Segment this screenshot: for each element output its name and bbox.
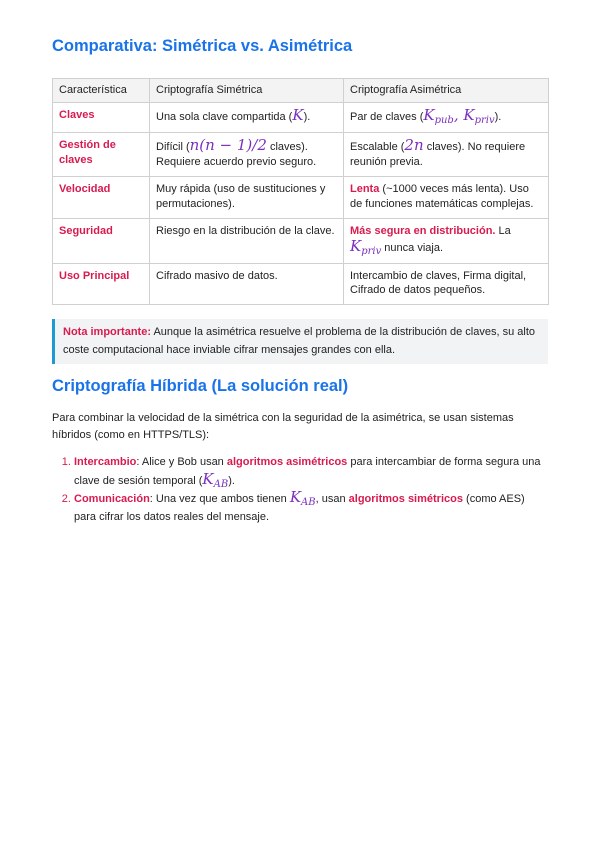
- math-k-priv: $K_{priv}$: [463, 106, 495, 127]
- table-row: [53, 218, 549, 263]
- table-row: [53, 133, 549, 177]
- math-k: K: [292, 106, 304, 125]
- hybrid-steps-list: [74, 454, 548, 526]
- row-feature-keys: Claves: [53, 103, 150, 133]
- table-row: [53, 176, 549, 218]
- math-k-ab: $K_{AB}$: [289, 488, 316, 509]
- important-note: [52, 319, 548, 364]
- comparison-heading: Comparativa: Simétrica vs. Asimétrica: [52, 37, 353, 55]
- table-header-row: [53, 79, 549, 103]
- row-feature-main-use: Uso Principal: [53, 263, 150, 305]
- document-page: [52, 36, 548, 526]
- comparison-table: [52, 78, 549, 305]
- list-item: 2. Comunicación: Una vez que ambos tienen $K_{AB}$, usan algoritmos simétricos (como AES) para cifrar los datos reales del mensaje.: [74, 490, 548, 526]
- cell-asymmetric-management: Escalable (2n claves). No requiere reunión previa.: [344, 133, 549, 177]
- math-k-ab: $K_{AB}$: [202, 469, 229, 490]
- cell-symmetric-keys: Una sola clave compartida (K).: [150, 103, 344, 133]
- header-symmetric: Criptografía Simétrica: [150, 79, 344, 103]
- table-row: [53, 103, 549, 133]
- row-feature-speed: Velocidad: [53, 176, 150, 218]
- row-feature-security: Seguridad: [53, 218, 150, 263]
- math-n-formula: n(n − 1)/2: [189, 136, 267, 155]
- cell-symmetric-use: Cifrado masivo de datos.: [150, 263, 344, 305]
- note-text: Aunque la asimétrica resuelve el problema de la distribución de claves, su alto coste computacional hace inviable cifrar mensajes grandes con ella.: [63, 326, 535, 356]
- cell-asymmetric-use: Intercambio de claves, Firma digital, Cifrado de datos pequeños.: [344, 263, 549, 305]
- hybrid-heading: Criptografía Híbrida (La solución real): [52, 377, 349, 396]
- note-label: Nota importante:: [63, 326, 151, 339]
- hybrid-intro: Para combinar la velocidad de la simétrica con la seguridad de la asimétrica, se usan sistemas híbridos (como en HTTPS/TLS):: [52, 411, 514, 441]
- cell-symmetric-speed: Muy rápida (uso de sustituciones y permutaciones).: [150, 176, 344, 218]
- math-k-priv: $K_{priv}$: [350, 236, 382, 257]
- header-feature: Característica: [53, 79, 150, 103]
- row-feature-key-management: Gestión de claves: [53, 133, 150, 177]
- table-row: [53, 263, 549, 305]
- math-2n: 2n: [404, 136, 424, 155]
- list-item: 1. Intercambio: Alice y Bob usan algoritmos asimétricos para intercambiar de forma segura una clave de sesión temporal $(K_{AB})$.: [74, 454, 548, 490]
- cell-symmetric-management: Difícil (n(n − 1)/2 claves). Requiere acuerdo previo seguro.: [150, 133, 344, 177]
- cell-symmetric-security: Riesgo en la distribución de la clave.: [150, 218, 344, 263]
- math-k-pub: $K_{pub}$: [423, 106, 454, 127]
- cell-asymmetric-security: Más segura en distribución. La $K_{priv}$ nunca viaja.: [344, 218, 549, 263]
- header-asymmetric: Criptografía Asimétrica: [344, 79, 549, 103]
- cell-asymmetric-keys: Par de claves ($K_{pub}$, $K_{priv}$).: [344, 103, 549, 133]
- cell-asymmetric-speed: Lenta (~1000 veces más lenta). Uso de funciones matemáticas complejas.: [344, 176, 549, 218]
